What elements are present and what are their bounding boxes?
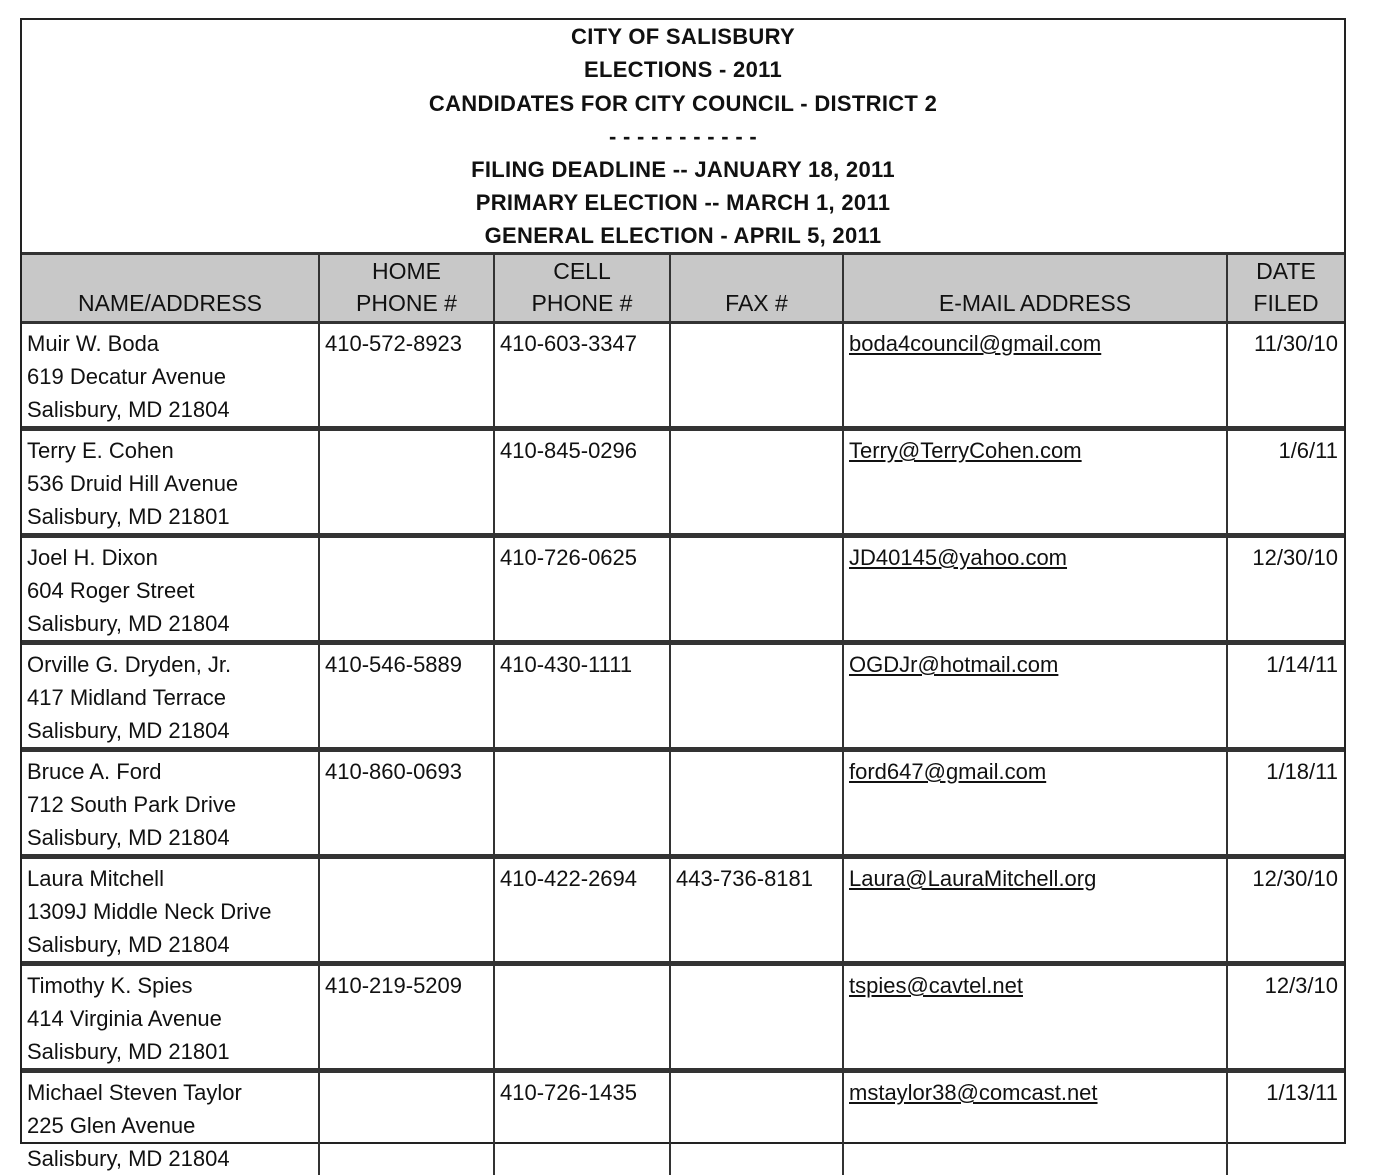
candidate-city: Salisbury, MD 21804 (27, 821, 314, 854)
cell-phone: 410-603-3347 (494, 323, 670, 429)
candidate-city: Salisbury, MD 21804 (27, 928, 314, 961)
candidate-name-address (22, 536, 319, 643)
email-cell (843, 1071, 1227, 1175)
candidate-street: 712 South Park Drive (27, 788, 314, 821)
table-row (22, 750, 1344, 857)
candidate-street: 417 Midland Terrace (27, 681, 314, 714)
candidate-name: Terry E. Cohen (27, 434, 314, 467)
candidate-street: 604 Roger Street (27, 574, 314, 607)
candidate-street: 414 Virginia Avenue (27, 1002, 314, 1035)
column-header-fax-label: FAX # (725, 290, 788, 316)
fax-number (670, 964, 843, 1071)
candidate-name-address (22, 643, 319, 750)
home-phone: 410-546-5889 (319, 643, 494, 750)
candidate-street: 1309J Middle Neck Drive (27, 895, 314, 928)
cell-phone (494, 750, 670, 857)
fax-number (670, 323, 843, 429)
column-header-date-line2: FILED (1230, 287, 1342, 319)
home-phone (319, 857, 494, 964)
date-filed: 1/18/11 (1227, 750, 1344, 857)
date-filed: 12/30/10 (1227, 536, 1344, 643)
candidate-name: Timothy K. Spies (27, 969, 314, 1002)
column-header-home-line1: HOME (322, 255, 491, 287)
email-cell (843, 323, 1227, 429)
candidate-name-address (22, 964, 319, 1071)
fax-number (670, 429, 843, 536)
email-link[interactable]: OGDJr@hotmail.com (849, 652, 1058, 677)
candidate-name: Joel H. Dixon (27, 541, 314, 574)
table-row (22, 323, 1344, 429)
date-filed: 1/6/11 (1227, 429, 1344, 536)
column-header-fax (670, 254, 843, 323)
candidate-city: Salisbury, MD 21801 (27, 500, 314, 533)
email-link[interactable]: mstaylor38@comcast.net (849, 1080, 1098, 1105)
candidate-name-address (22, 323, 319, 429)
candidate-city: Salisbury, MD 21804 (27, 1142, 314, 1175)
table-row (22, 857, 1344, 964)
column-header-email (843, 254, 1227, 323)
email-cell (843, 643, 1227, 750)
cell-phone: 410-726-1435 (494, 1071, 670, 1175)
email-link[interactable]: Laura@LauraMitchell.org (849, 866, 1096, 891)
email-link[interactable]: ford647@gmail.com (849, 759, 1046, 784)
city-title: CITY OF SALISBURY (22, 24, 1344, 50)
candidate-name: Michael Steven Taylor (27, 1076, 314, 1109)
home-phone (319, 1071, 494, 1175)
column-header-name (22, 254, 319, 323)
cell-phone (494, 964, 670, 1071)
home-phone: 410-860-0693 (319, 750, 494, 857)
date-filed: 12/30/10 (1227, 857, 1344, 964)
table-row (22, 429, 1344, 536)
primary-election: PRIMARY ELECTION -- MARCH 1, 2011 (22, 190, 1344, 216)
table-row (22, 643, 1344, 750)
email-cell (843, 429, 1227, 536)
home-phone (319, 429, 494, 536)
candidates-table (22, 252, 1344, 1175)
candidate-street: 619 Decatur Avenue (27, 360, 314, 393)
candidate-name-address (22, 750, 319, 857)
fax-number (670, 750, 843, 857)
email-link[interactable]: JD40145@yahoo.com (849, 545, 1067, 570)
column-header-cell-line2: PHONE # (497, 287, 667, 319)
cell-phone: 410-726-0625 (494, 536, 670, 643)
email-cell (843, 857, 1227, 964)
column-header-home-line2: PHONE # (322, 287, 491, 319)
candidate-name-address (22, 429, 319, 536)
candidate-street: 536 Druid Hill Avenue (27, 467, 314, 500)
table-header-row (22, 254, 1344, 323)
candidate-name: Orville G. Dryden, Jr. (27, 648, 314, 681)
candidate-name-address (22, 1071, 319, 1175)
document-header (22, 20, 1344, 252)
cell-phone: 410-845-0296 (494, 429, 670, 536)
column-header-email-label: E-MAIL ADDRESS (939, 290, 1131, 316)
email-link[interactable]: Terry@TerryCohen.com (849, 438, 1082, 463)
cell-phone: 410-430-1111 (494, 643, 670, 750)
general-election: GENERAL ELECTION - APRIL 5, 2011 (22, 223, 1344, 249)
column-header-date-line1: DATE (1230, 255, 1342, 287)
email-link[interactable]: boda4council@gmail.com (849, 331, 1101, 356)
fax-number (670, 643, 843, 750)
header-divider: - - - - - - - - - - - (22, 124, 1344, 150)
fax-number (670, 1071, 843, 1175)
column-header-date-filed (1227, 254, 1344, 323)
candidate-street: 225 Glen Avenue (27, 1109, 314, 1142)
candidate-name: Muir W. Boda (27, 327, 314, 360)
candidate-name-address (22, 857, 319, 964)
column-header-cell-line1: CELL (497, 255, 667, 287)
email-cell (843, 750, 1227, 857)
home-phone: 410-572-8923 (319, 323, 494, 429)
table-row (22, 1071, 1344, 1175)
cell-phone: 410-422-2694 (494, 857, 670, 964)
elections-year: ELECTIONS - 2011 (22, 57, 1344, 83)
email-link[interactable]: tspies@cavtel.net (849, 973, 1023, 998)
home-phone: 410-219-5209 (319, 964, 494, 1071)
candidates-heading: CANDIDATES FOR CITY COUNCIL - DISTRICT 2 (22, 91, 1344, 117)
email-cell (843, 536, 1227, 643)
table-row (22, 536, 1344, 643)
candidate-city: Salisbury, MD 21804 (27, 393, 314, 426)
table-row (22, 964, 1344, 1071)
email-cell (843, 964, 1227, 1071)
fax-number (670, 536, 843, 643)
date-filed: 1/13/11 (1227, 1071, 1344, 1175)
column-header-home-phone (319, 254, 494, 323)
date-filed: 1/14/11 (1227, 643, 1344, 750)
candidate-city: Salisbury, MD 21801 (27, 1035, 314, 1068)
filing-deadline: FILING DEADLINE -- JANUARY 18, 2011 (22, 157, 1344, 183)
candidate-name: Laura Mitchell (27, 862, 314, 895)
home-phone (319, 536, 494, 643)
date-filed: 11/30/10 (1227, 323, 1344, 429)
candidate-city: Salisbury, MD 21804 (27, 607, 314, 640)
candidate-name: Bruce A. Ford (27, 755, 314, 788)
candidate-sheet (20, 18, 1346, 1144)
date-filed: 12/3/10 (1227, 964, 1344, 1071)
column-header-cell-phone (494, 254, 670, 323)
fax-number: 443-736-8181 (670, 857, 843, 964)
column-header-name-label: NAME/ADDRESS (78, 290, 262, 316)
candidate-city: Salisbury, MD 21804 (27, 714, 314, 747)
